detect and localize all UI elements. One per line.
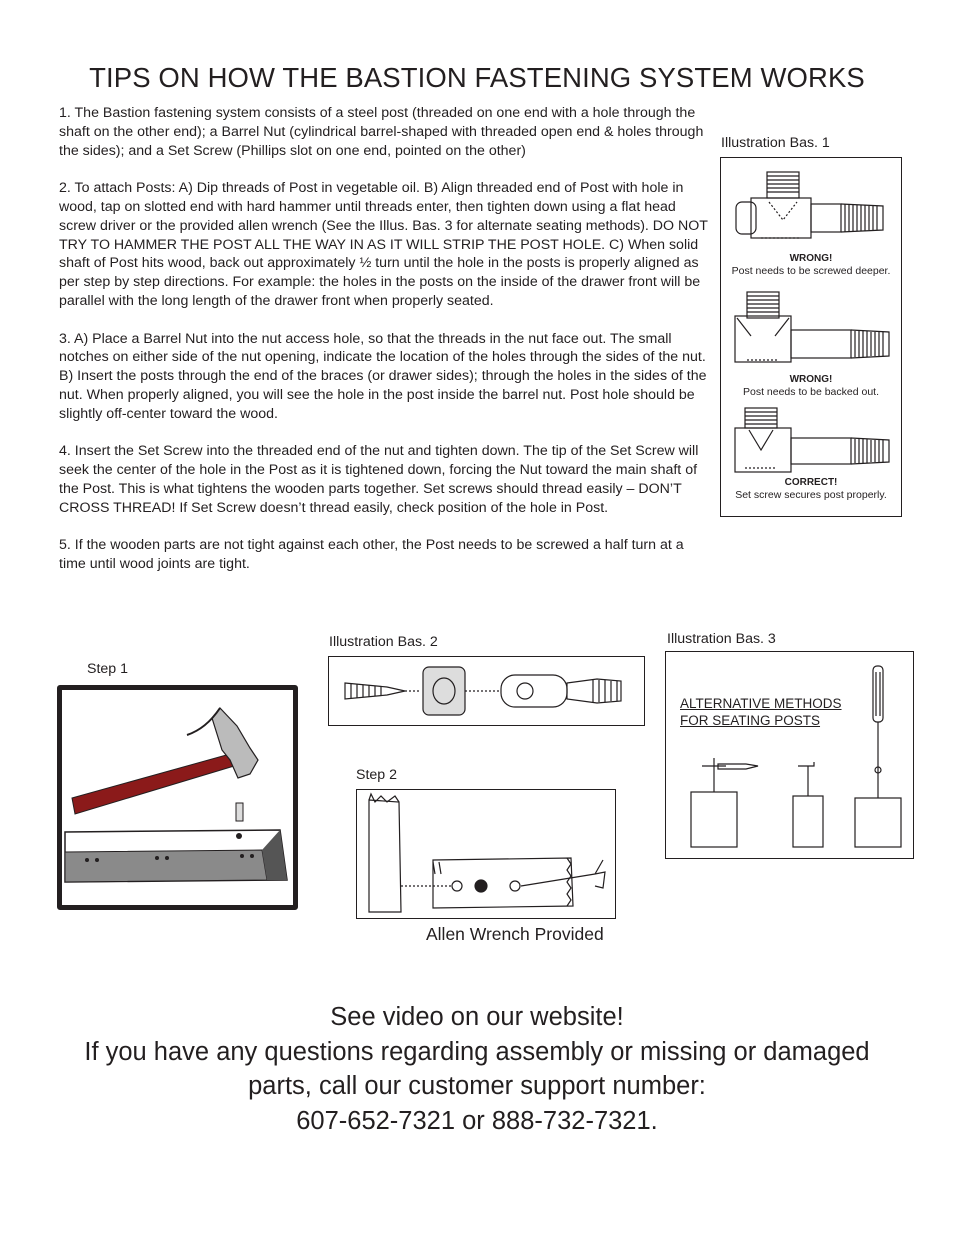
instruction-step-2: 2. To attach Posts: A) Dip threads of Post in vegetable oil. B) Align threaded end of Post with hole in wood, tap on slotted end with hard hammer until threads enter, then tighten down using a flat head screw driver or the provided allen wrench (See the Illus. Bas. 3 for alternate seating methods). DO NOT TRY TO HAMMER THE POST ALL THE WAY IN AS IT WILL STRIP THE POST HOLE. C) When solid shaft of Post hits wood, back out approximately ½ turn until the hole in the posts is properly aligned as per step by step directions. For example: the holes in the posts on the inside of the drawer front will be parallel with the long length of the drawer front when properly seated. bbox=[59, 180, 708, 309]
support-phone-numbers: 607-652-7321 or 888-732-7321. bbox=[296, 1106, 658, 1135]
step-2-illustration bbox=[356, 789, 616, 919]
step-2-label: Step 2 bbox=[356, 767, 398, 783]
instruction-list bbox=[59, 104, 711, 593]
illustration-2 bbox=[328, 656, 645, 726]
illustration-1-panel-2-note bbox=[721, 373, 901, 398]
support-footer bbox=[0, 1000, 954, 1138]
illustration-1 bbox=[720, 157, 902, 517]
exploded-fastener-diagram bbox=[329, 657, 643, 724]
allen-wrench-assembly-diagram bbox=[357, 790, 614, 917]
illustration-1-panel-3-note bbox=[721, 476, 901, 501]
step-2-caption: Allen Wrench Provided bbox=[426, 924, 604, 944]
illustration-2-caption: Illustration Bas. 2 bbox=[329, 634, 438, 650]
post-too-deep-diagram bbox=[731, 286, 893, 368]
panel-3-status: CORRECT! bbox=[784, 477, 838, 488]
step-1-label: Step 1 bbox=[87, 661, 129, 677]
panel-2-note: Post needs to be backed out. bbox=[742, 386, 879, 398]
support-text-line-2: parts, call our customer support number: bbox=[248, 1072, 706, 1100]
panel-3-note: Set screw secures post properly. bbox=[735, 489, 887, 501]
instruction-step-5: 5. If the wooden parts are not tight against each other, the Post needs to be screwed a half turn at a time until wood joints are tight. bbox=[59, 537, 684, 573]
seating-methods-diagram bbox=[666, 652, 912, 857]
alternative-methods-heading-line-2: FOR SEATING POSTS bbox=[680, 712, 821, 728]
panel-1-note: Post needs to be screwed deeper. bbox=[731, 265, 891, 277]
illustration-3-caption: Illustration Bas. 3 bbox=[667, 631, 776, 647]
post-correct-diagram bbox=[731, 404, 893, 476]
hammer-icon bbox=[62, 690, 293, 905]
panel-1-status: WRONG! bbox=[789, 253, 833, 264]
alternative-methods-heading-line-1: ALTERNATIVE METHODS bbox=[680, 696, 842, 711]
illustration-1-panel-1-note bbox=[721, 252, 901, 277]
page-title: TIPS ON HOW THE BASTION FASTENING SYSTEM WORKS bbox=[89, 62, 865, 93]
instruction-step-1: 1. The Bastion fastening system consists of a steel post (threaded on one end with a hole through the shaft on the other end); a Barrel Nut (cylindrical barrel-shaped with threaded open end & holes through the sides); and a Set Screw (Phillips slot on one end, pointed on the other) bbox=[59, 105, 704, 159]
video-note: See video on our website! bbox=[330, 1003, 624, 1031]
illustration-1-caption: Illustration Bas. 1 bbox=[721, 135, 830, 151]
support-text-line-1: If you have any questions regarding assembly or missing or damaged bbox=[84, 1037, 870, 1066]
panel-2-status: WRONG! bbox=[789, 374, 833, 385]
post-too-shallow-diagram bbox=[731, 164, 893, 256]
step-1-illustration bbox=[57, 685, 298, 910]
instruction-step-4: 4. Insert the Set Screw into the threaded end of the nut and tighten down. The tip of the Set Screw will seek the center of the hole in the Post as it is tightened down, forcing the Nut toward the main shaft of the Post. This is what tightens the wooden parts together. Set screws should thread easily – DON’T CROSS THREAD! If Set Screw doesn’t thread easily, check position of the hole in Post. bbox=[59, 443, 699, 516]
illustration-3 bbox=[665, 651, 914, 859]
instruction-step-3: 3. A) Place a Barrel Nut into the nut access hole, so that the threads in the nut face out. The small notches on either side of the nut opening, indicate the location of the holes through the sides of the nut. B) Insert the posts through the end of the braces (or drawer sides); through the holes in the sides of the nut. When properly aligned, you will see the hole in the post inside the barrel nut. Post hole should be slightly off-center toward the wood. bbox=[59, 330, 707, 422]
